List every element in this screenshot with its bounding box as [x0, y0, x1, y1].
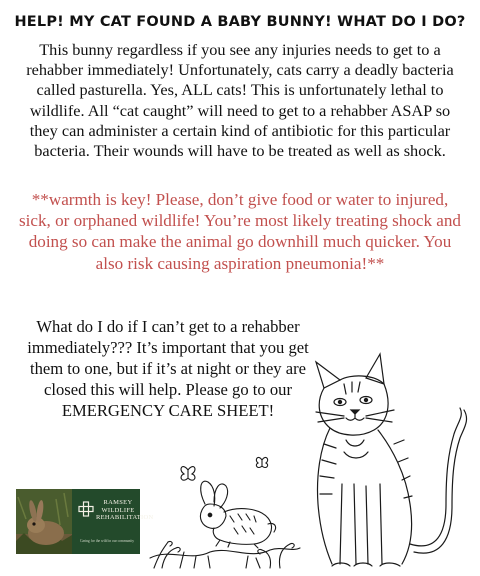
logo-tagline: Caring for the wild in our community	[79, 539, 135, 543]
cat-illustration	[296, 344, 480, 576]
page-title: HELP! MY CAT FOUND A BABY BUNNY! WHAT DO I DO?	[14, 14, 466, 30]
bunny-illustration	[150, 452, 300, 570]
emergency-paragraph: What do I do if I can’t get to a rehabber immediately??? It’s important that you get them to one, but if it’s at night or they are closed this will help. Please go to our EMERGENCY CARE SHEET!	[27, 317, 309, 420]
warning-paragraph: **warmth is key! Please, don’t give food or water to injured, sick, or orphaned wildlife! You’re most likely treating shock and doing so can make the animal go downhill much quicker. You also risk causing aspiration pneumonia!**	[19, 190, 461, 273]
medical-cross-icon	[78, 501, 94, 517]
ramsey-wildlife-logo	[16, 489, 154, 554]
logo-line-1: RAMSEY	[103, 499, 133, 506]
logo-line-2: WILDLIFE	[101, 506, 135, 514]
logo-name	[96, 499, 154, 522]
intro-paragraph: This bunny regardless if you see any injuries needs to get to a rehabber immediately! Unfortunately, cats carry a deadly bacteria called pasturella. Yes, ALL cats! This is unfortunately lethal to wildlife. All “cat caught” will need to get to a rehabber ASAP so they can administer a certain kind of antibiotic for this particular bacteria. Their wounds will have to be treated as well as shock.	[26, 40, 454, 161]
logo-line-3: REHABILITATION	[96, 514, 154, 521]
bunny-photo	[16, 489, 72, 554]
